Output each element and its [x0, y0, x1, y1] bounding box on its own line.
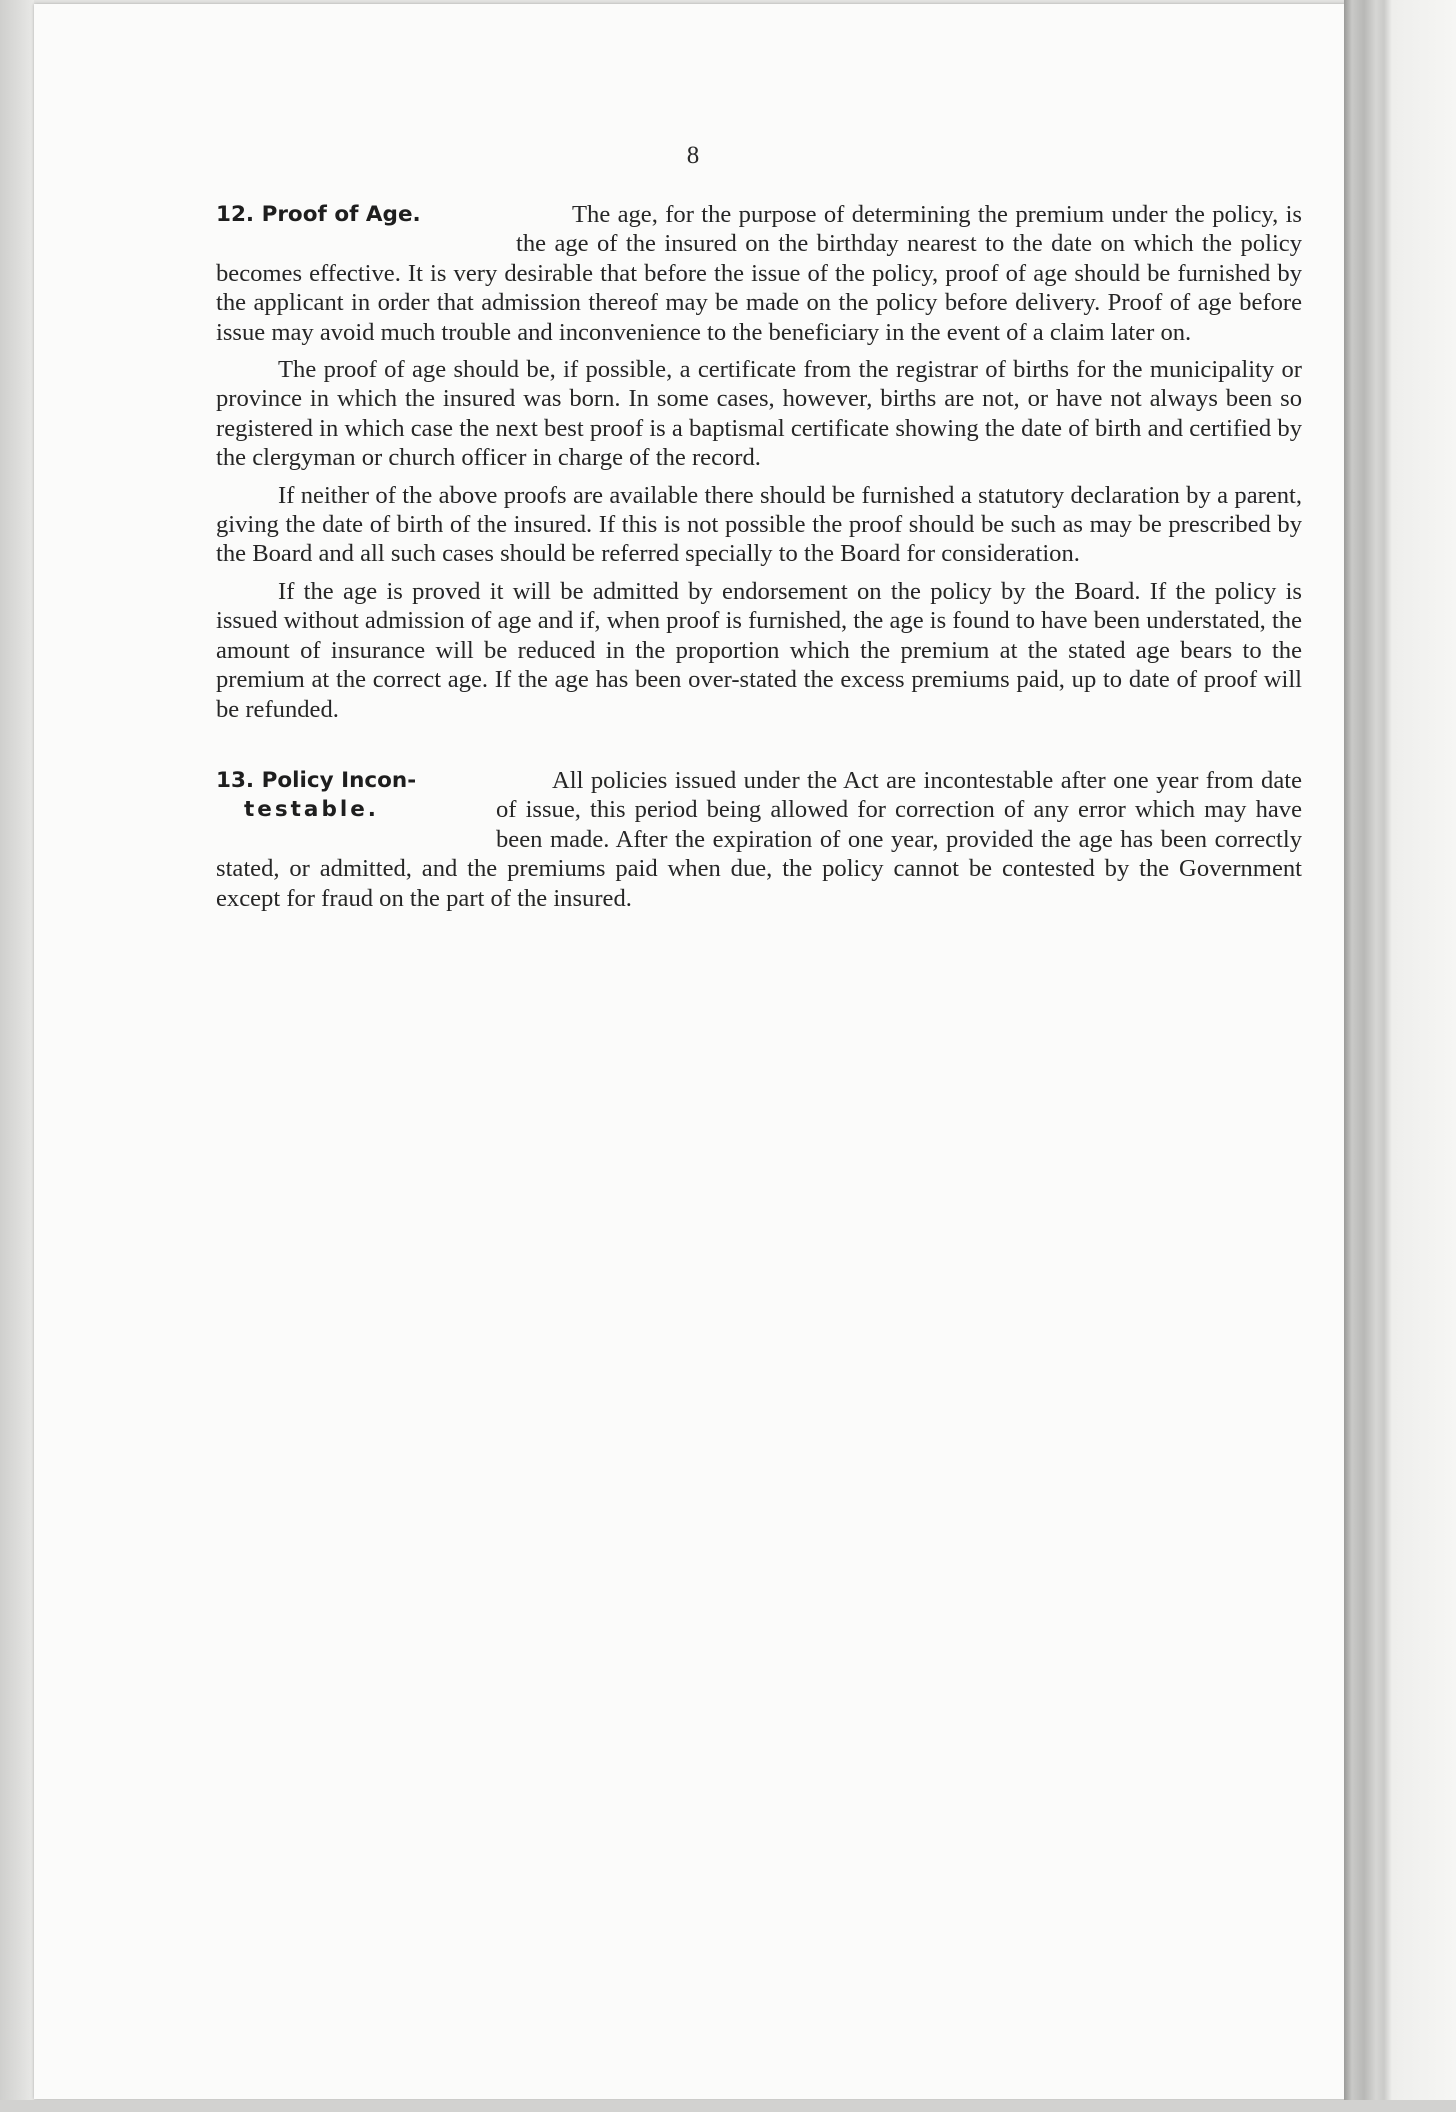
document-page: [34, 4, 1352, 2099]
right-binding-edge: [1344, 0, 1456, 2112]
paragraph: All policies issued under the Act are incontestable after one year from date of issue, this period being allowed for correction of any error which may have been made. After the expiration of one year, provided the age has been correctly stated, or admitted, and the premiums paid when due, the policy cannot be contested by the Government except for fraud on the part of the insured.: [216, 766, 1302, 912]
left-page-edge: [0, 0, 34, 2112]
paragraph: If the age is proved it will be admitted by endorsement on the policy by the Board. If the policy is issued without admission of age and if, when proof is furnished, the age is found to have been understated, the amount of insurance will be reduced in the proportion which the premium at the stated age bears to the premium at the correct age. If the age has been over-stated the excess premiums paid, up to date of proof will be refunded.: [216, 577, 1302, 723]
section-heading-line2: testable.: [244, 797, 379, 823]
paragraph: The age, for the purpose of determining the premium under the policy, is the age of the insured on the birthday nearest to the date on which the policy becomes effective. It is very desirable that before the issue of the policy, proof of age should be furnished by the applicant in order that admission thereof may be made on the policy before delivery. Proof of age before issue may avoid much trouble and inconvenience to the beneficiary in the event of a claim later on.: [216, 201, 1302, 346]
section-policy-incontestable: [216, 766, 1302, 913]
section-heading-line1: 13. Policy Incon-: [216, 767, 417, 793]
bottom-page-edge: [0, 2100, 1456, 2112]
paragraph: If neither of the above proofs are available there should be furnished a statutory declaration by a parent, giving the date of birth of the insured. If this is not possible the proof should be such as may be prescribed by the Board and all such cases should be referred specially to the Board for consideration.: [216, 481, 1302, 568]
page-body: [216, 200, 1302, 913]
section-proof-of-age: [216, 200, 1302, 724]
section-heading: 12. Proof of Age.: [216, 202, 421, 227]
paragraph: The proof of age should be, if possible, a certificate from the registrar of births for the municipality or province in which the insured was born. In some cases, however, births are not, or have not always been so registered in which case the next best proof is a baptismal certificate showing the date of birth and certified by the clergyman or church officer in charge of the record.: [216, 356, 1302, 472]
page-number: 8: [686, 142, 700, 169]
section-heading: [216, 766, 496, 854]
